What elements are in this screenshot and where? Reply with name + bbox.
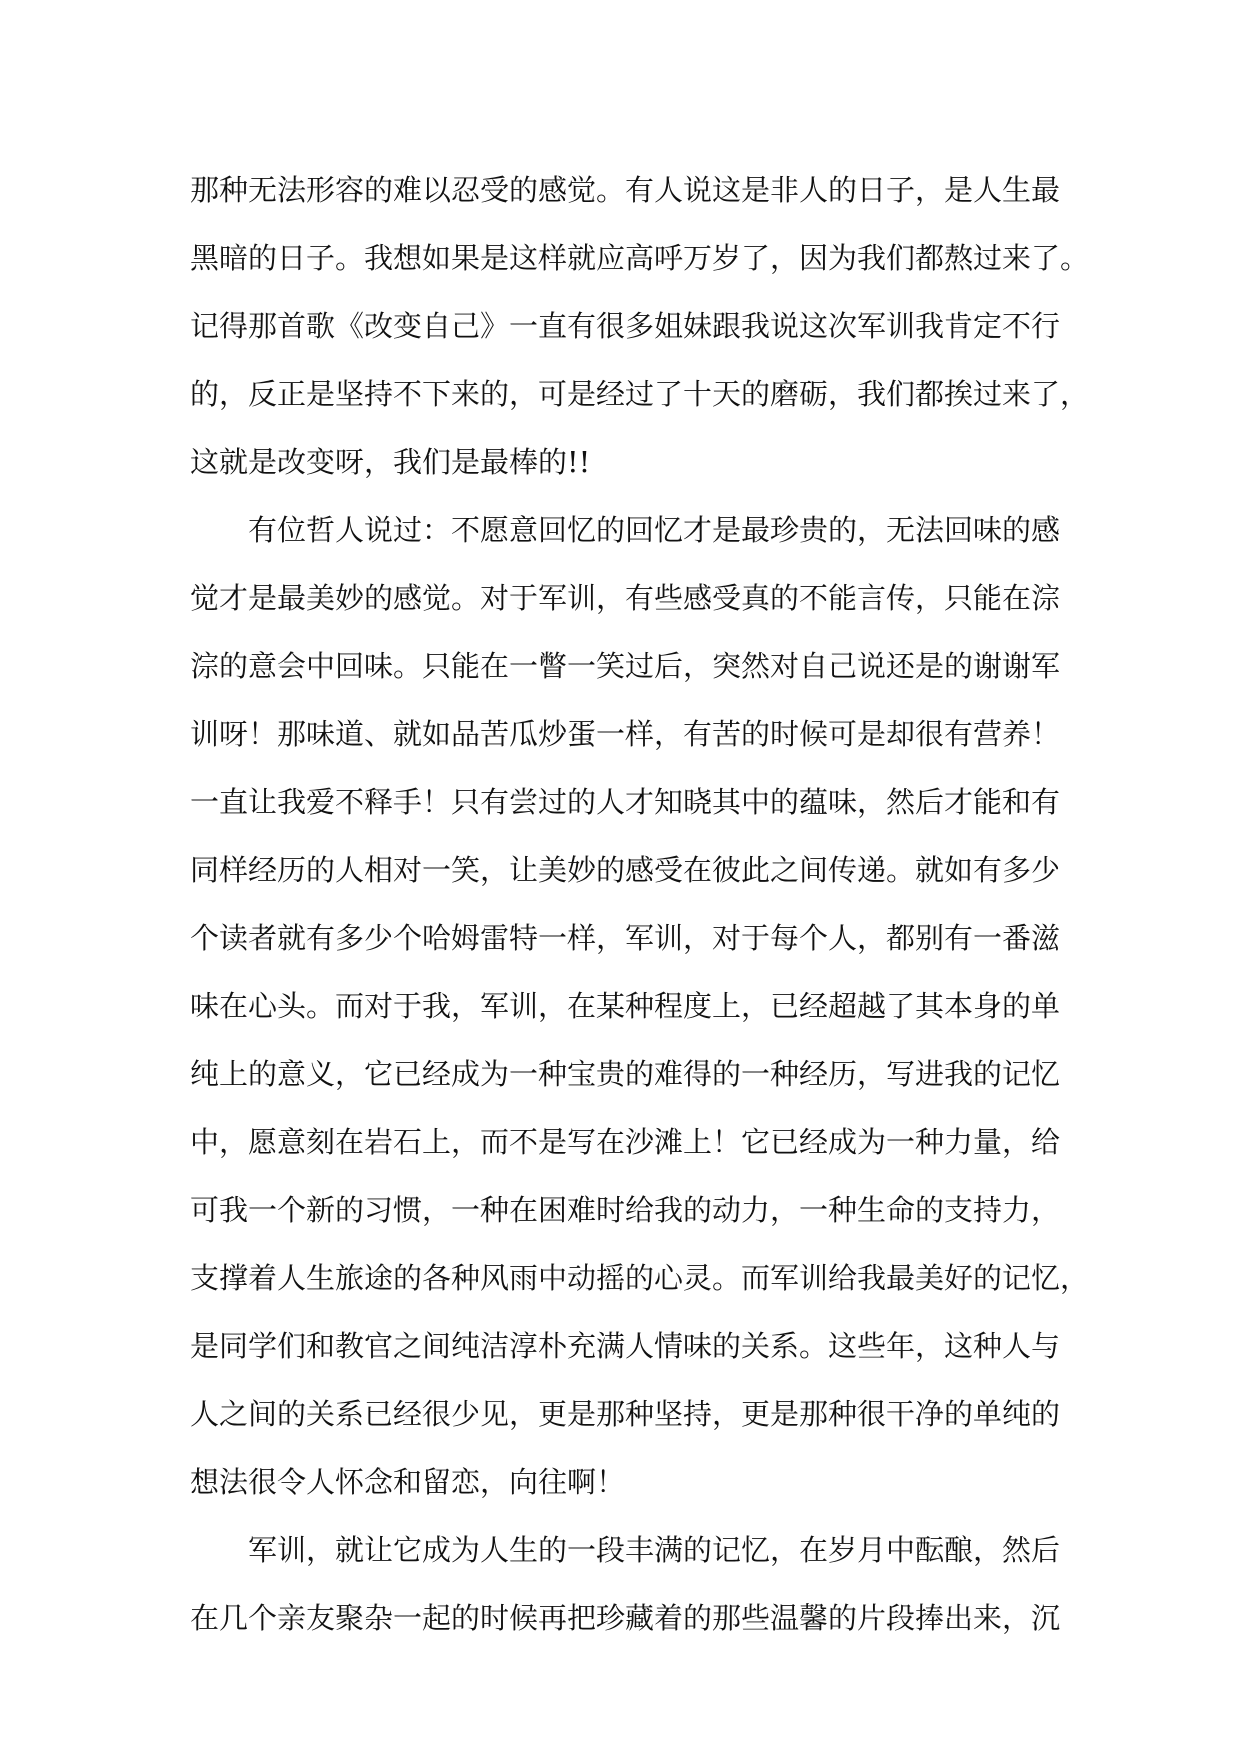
paragraph-1-line-1: 那种无法形容的难以忍受的感觉。有人说这是非人的日子，是人生最 xyxy=(190,173,1061,207)
paragraph-2-line-7: 个读者就有多少个哈姆雷特一样，军训，对于每个人，都别有一番滋 xyxy=(190,921,1061,955)
paragraph-2-line-15: 想法很令人怀念和留恋，向往啊！ xyxy=(190,1465,626,1499)
paragraph-2-line-12: 支撑着人生旅途的各种风雨中动摇的心灵。而军训给我最美好的记忆， xyxy=(190,1261,1090,1295)
paragraph-2-line-11: 可我一个新的习惯，一种在困难时给我的动力，一种生命的支持力， xyxy=(190,1193,1061,1227)
paragraph-1-line-3: 记得那首歌《改变自己》一直有很多姐妹跟我说这次军训我肯定不行 xyxy=(190,309,1061,343)
paragraph-2-line-9: 纯上的意义，它已经成为一种宝贵的难得的一种经历，写进我的记忆 xyxy=(190,1057,1061,1091)
paragraph-2-line-2: 觉才是最美妙的感觉。对于军训，有些感受真的不能言传，只能在淙 xyxy=(190,581,1061,615)
paragraph-2-line-6: 同样经历的人相对一笑，让美妙的感受在彼此之间传递。就如有多少 xyxy=(190,853,1061,887)
paragraph-2-line-1: 有位哲人说过：不愿意回忆的回忆才是最珍贵的，无法回味的感 xyxy=(248,513,1061,547)
paragraph-3-line-1: 军训，就让它成为人生的一段丰满的记忆，在岁月中酝酿，然后 xyxy=(248,1533,1061,1567)
paragraph-2-line-5: 一直让我爱不释手！只有尝过的人才知晓其中的蕴味，然后才能和有 xyxy=(190,785,1061,819)
paragraph-1-line-4: 的，反正是坚持不下来的，可是经过了十天的磨砺，我们都挨过来了， xyxy=(190,377,1090,411)
paragraph-2-line-10: 中，愿意刻在岩石上，而不是写在沙滩上！它已经成为一种力量，给 xyxy=(190,1125,1061,1159)
paragraph-1-line-2: 黑暗的日子。我想如果是这样就应高呼万岁了，因为我们都熬过来了。 xyxy=(190,241,1090,275)
paragraph-2-line-13: 是同学们和教官之间纯洁淳朴充满人情味的关系。这些年，这种人与 xyxy=(190,1329,1061,1363)
paragraph-1-line-5: 这就是改变呀，我们是最棒的!! xyxy=(190,445,591,479)
paragraph-2-line-3: 淙的意会中回味。只能在一瞥一笑过后，突然对自己说还是的谢谢军 xyxy=(190,649,1061,683)
paragraph-2-line-4: 训呀！那味道、就如品苦瓜炒蛋一样，有苦的时候可是却很有营养！ xyxy=(190,717,1061,751)
paragraph-2-line-8: 味在心头。而对于我，军训，在某种程度上，已经超越了其本身的单 xyxy=(190,989,1061,1023)
paragraph-2-line-14: 人之间的关系已经很少见，更是那种坚持，更是那种很干净的单纯的 xyxy=(190,1397,1061,1431)
paragraph-3-line-2: 在几个亲友聚杂一起的时候再把珍藏着的那些温馨的片段捧出来，沉 xyxy=(190,1601,1061,1635)
document-body xyxy=(190,156,1090,1652)
